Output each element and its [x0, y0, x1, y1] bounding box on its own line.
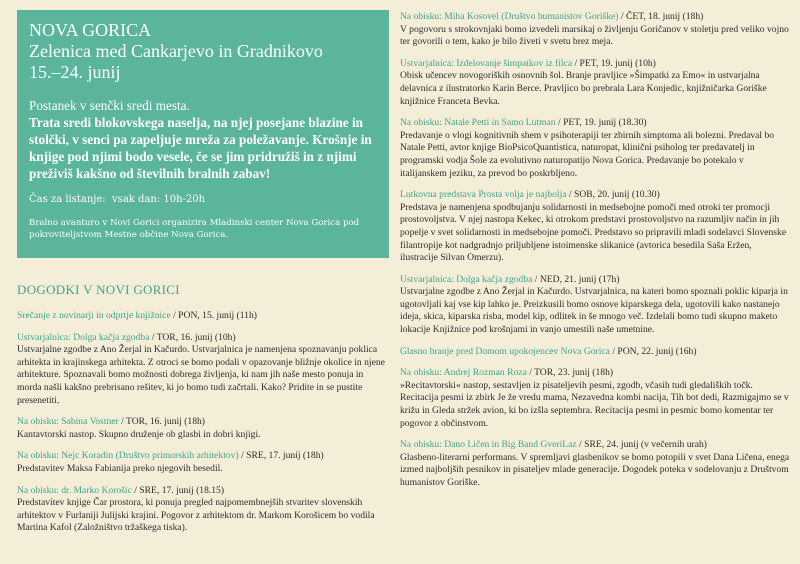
event-title-link[interactable]: Glasno branje pred Domom upokojencev Nova Gorica	[400, 345, 610, 357]
event-description: »Recitavtorski« nastop, sestavljen iz pisateljevih pesmi, zgodb, včasih tudi gledaliških točk. Recitacija pesmi iz zbirk Je že vredu mama, Nezavedna kombi nacija, Tih bot dedi, Razmigajmo se v križu in Gleda stržek avion, ki bo izšla septembra. Recitacija pesmi in pesmic bomo komentar ter pogovor z občinstvom.	[400, 379, 789, 429]
event-item	[17, 485, 387, 535]
event-title-link[interactable]: Na obisku: Sabina Vostner	[17, 416, 119, 428]
event-description: Ustvarjalne zgodbe z Ano Žerjal in Kačurdo. Ustvarjalnica je namenjena spoznavanju poklica arhitekta in krajinskega arhitekta. Z otroci se bomo podali v opazovanje bližnje okolice in njene arhitekture. Spoznavali bomo možnosti dobrega življenja, ki nam jih naše mesto ponuja in morda našli kakšno prebrisano rešitev, ki jo bomo tudi začrtali. Kako? Pridite in se pustite presenetiti.	[17, 344, 385, 406]
event-item	[17, 416, 387, 441]
event-item	[400, 58, 790, 108]
event-title-link[interactable]: Lutkovna predstava Prosta volja je najbolja	[400, 189, 567, 201]
organizer-note: Bralno avanturo v Novi Gorici organizira Mladinski center Nova Gorica pod pokroviteljstvom Mestne občine Nova Gorica.	[29, 218, 360, 240]
event-description: Obisk učencev novogoriških osnovnih šol. Branje pravljice »Šimpatki za Emo« in ustvarjalna delavnica z ilustratorko Karin Berce. Pravljico bo prebrala Lara Konjedic, knjižničarka Goriške knjižnice Franceta Bevka.	[400, 70, 767, 107]
event-date: / SRE, 24. junij (v večernih urah)	[576, 439, 707, 451]
lead-text: Postanek v senčki sredi mesta. Trata sredi blokovskega naselja, na njej posejane blazine in stolčki, v senci pa zapeljuje mreža za poležavanje. Krošnje in knjige pod njimi bodo vesele, če se jim pridružiš in z njimi preživiš kakšno od številnih bralnih zabav!	[29, 98, 372, 181]
event-date: / PET, 19. junij (18.30)	[555, 117, 647, 129]
event-date: / PON, 22. junij (16h)	[609, 345, 697, 357]
event-description: Predstavitev knjige Čar prostora, ki ponuja pregled najpomembnejših stvaritev slovenskih arhitektov v Furlaniji Julijski krajini. Pogovor z arhitektom dr. Markom Korošicem bo vodila Martina Kafol (Založništvo tržaškega tiska).	[17, 497, 375, 534]
event-description: Glasbeno-literarni performans. V spremljavi glasbenikov se bomo potopili v svet Dana Ličena, enega izmed najboljših pesnikov in pisateljev mlade generacije. Dogodek poteka v sodelovanju z Društvom humanistov Goriške.	[400, 451, 790, 488]
event-title-link[interactable]: Na obisku: Miha Kosovel (Društvo humanistov Goriške)	[400, 11, 619, 22]
event-title-link[interactable]: Srečanje z novinarji in odprtje knjižnice	[17, 310, 171, 321]
event-date: / NED, 21. junij (17h)	[532, 273, 620, 285]
event-title-link[interactable]: Na obisku: dr. Marko Korošic	[17, 484, 132, 496]
event-item	[17, 332, 387, 408]
event-date: / TOR, 23. junij (18h)	[526, 367, 614, 379]
event-date: / PON, 15. junij (11h)	[170, 310, 257, 321]
event-date: / ČET, 18. junij (18h)	[618, 11, 704, 22]
event-date: / TOR, 16. junij (18h)	[118, 416, 205, 428]
event-item	[400, 439, 790, 489]
event-date: / SRE, 17. junij (18.15)	[131, 484, 225, 496]
event-date: / TOR, 16. junij (10h)	[149, 331, 236, 343]
event-title-link[interactable]: Ustvarjalnica: Dolga kačja zgodba	[400, 273, 533, 285]
event-item	[400, 189, 790, 265]
event-title-link[interactable]: Na obisku: Andrej Rozman Roza	[400, 367, 527, 379]
event-description: Predavanje o vlogi kognitivnih shem v psihoterapiji ter zbirnih simptoma ali bolezni. Predaval bo Natale Petti, avtor knjige BioPsicoQuantistica, naturopat, klinični psiholog ter predavatelj in programski vodja Šole za evolutivno naturopatijo Nova Gorica. Predavanje bo potekalo v italijanskem jeziku, za prevod bo poskrbljeno.	[400, 129, 775, 179]
left-column	[17, 282, 387, 544]
event-description: Ustvarjalne zgodbe z Ano Žerjal in Kačurdo. Ustvarjalnica, na kateri bomo spoznali poklic kiparja in ugotovljali kaj vse kip lahko je. Preizkusili bomo osnove kiparskega dela, ugotovili kako nastanejo ideja, skica, kiparska risba, model kip, odlitek in še mnogo več. Izdelali bomo tudi skupno maketo lokacije Knjižnice pod krošnjami in vanjo umestili naše umetnine.	[400, 286, 788, 336]
right-column	[400, 11, 790, 499]
event-title-link[interactable]: Ustvarjalnica: Dolga kačja zgodba	[17, 331, 150, 343]
event-description: Predstavitev Maksa Fabianija preko njegovih besedil.	[17, 462, 223, 474]
event-item	[400, 346, 790, 359]
event-title-link[interactable]: Na obisku: Natale Petti in Samo Lutman	[400, 117, 556, 129]
event-description: Predstava je namenjena spodbujanju solidarnosti in medsebojne pomoči med otroki ter promocji prostovoljstva. V njej nastopa Kekec, ki otrokom predstavi prostovoljstvo na razumljiv način in jih popelje v svet solidarnosti in medsebojne pomoči. Predstavo so pripravili mladi sodelavci Slovenske filantropije kot nadgradnjo priljubljene istoimenske slikanice (avtorica besedila Saša Eržen, ilustracije Silvan Omerzu).	[400, 201, 787, 264]
title-line: Zelenica med Cankarjevo in Gradnikovo	[29, 41, 323, 61]
event-item	[400, 274, 790, 337]
event-item	[17, 310, 387, 323]
event-title-link[interactable]: Ustvarjalnica: Izdelovanje šimpatkov iz filca	[400, 57, 573, 69]
event-description: Kantavtorski nastop. Skupno druženje ob glasbi in dobri knjigi.	[17, 428, 261, 440]
intro-box	[17, 10, 389, 258]
hours: Čas za listanje: vsak dan: 10h-20h	[29, 194, 206, 205]
event-title-link[interactable]: Na obisku: Nejc Koradin (Društvo primorskih arhitektov)	[17, 450, 239, 462]
event-date: / SOB, 20. junij (10.30)	[566, 189, 660, 201]
event-item	[400, 117, 790, 180]
section-heading: DOGODKI V NOVI GORICI	[17, 282, 180, 297]
event-item	[17, 450, 387, 475]
event-date: / SRE, 17. junij (18h)	[238, 450, 324, 462]
event-date: / PET, 19. junij (10h)	[572, 57, 656, 69]
event-item	[400, 367, 790, 430]
title-line: 15.–24. junij	[29, 62, 121, 82]
event-item	[400, 11, 790, 49]
event-description: V pogovoru s strokovnjaki bomo izvedeli marsikaj o življenju Goričanov v stoletju pred veliko vojno ter govorili o tem, kako je bilo živeti v svetu brez meja.	[400, 23, 789, 48]
event-title-link[interactable]: Na obisku: Dano Ličen in Big Band GveriLaz	[400, 439, 577, 451]
title-line: NOVA GORICA	[29, 20, 152, 40]
